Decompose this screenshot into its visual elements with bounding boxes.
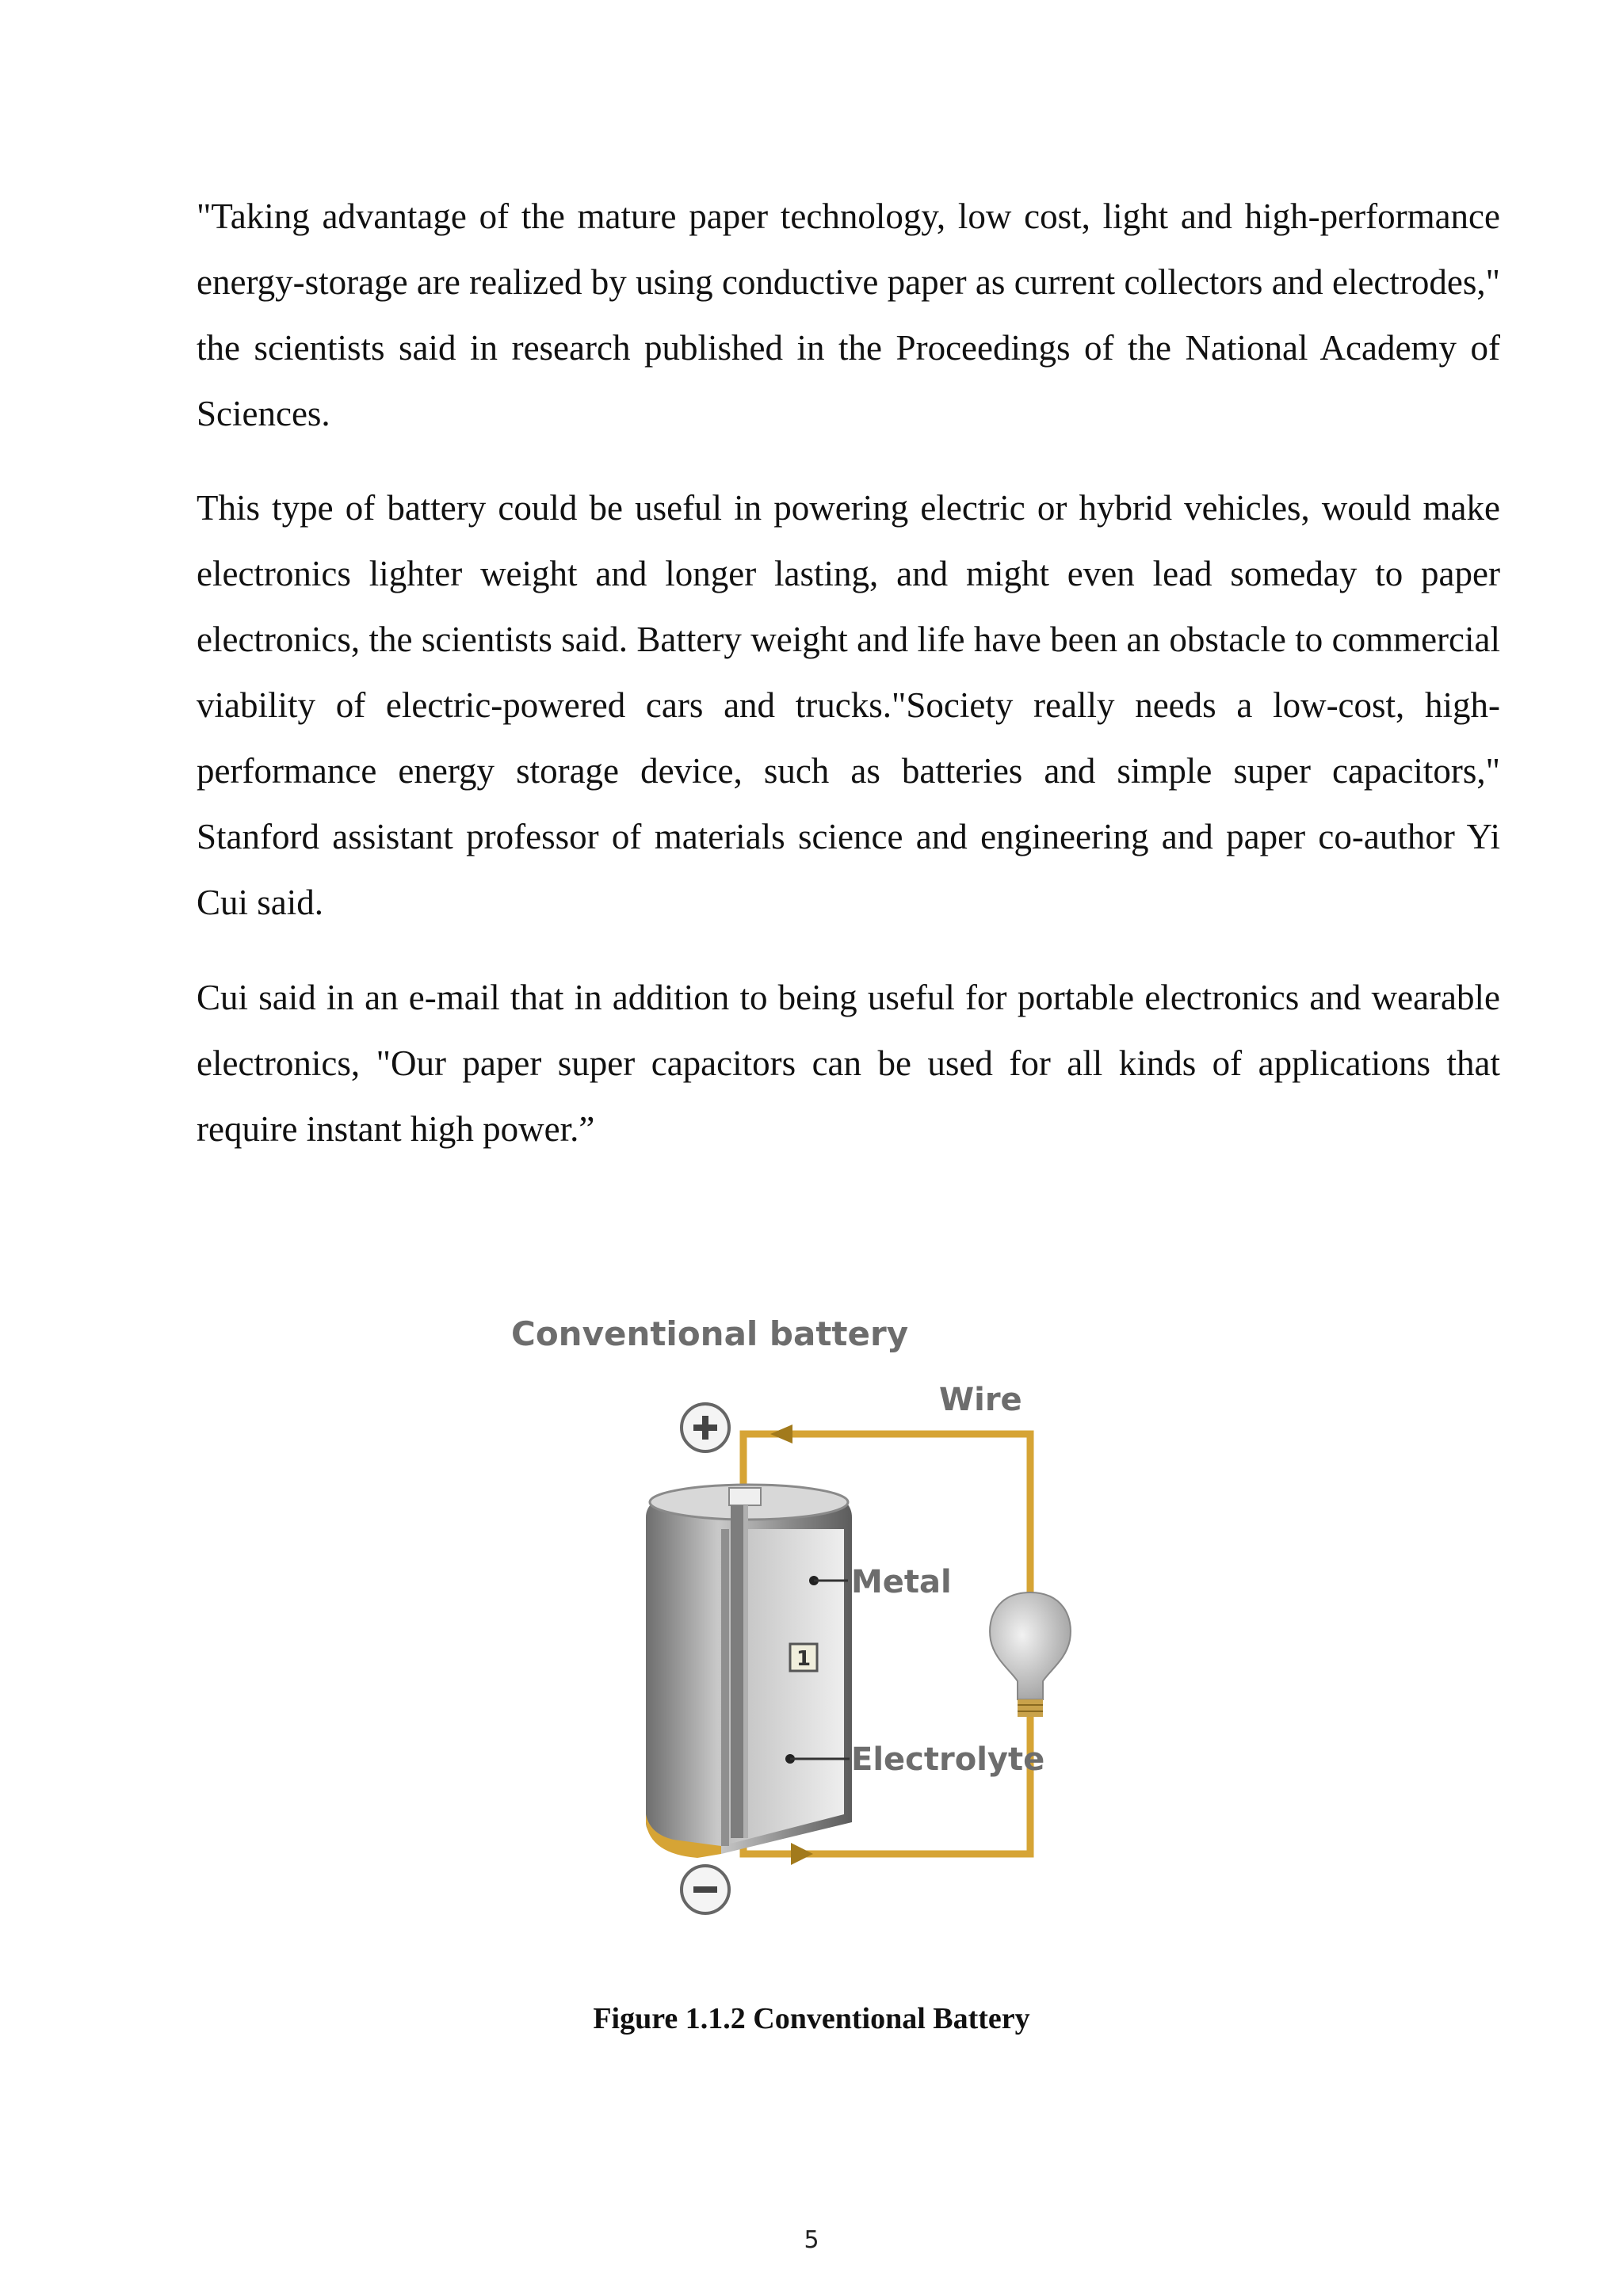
figure-caption: Figure 1.1.2 Conventional Battery <box>593 2002 1030 2035</box>
wire-arrow-bottom <box>791 1843 813 1865</box>
battery-cell <box>646 1485 852 1858</box>
metal-label: Metal <box>851 1564 952 1600</box>
paragraph-3: Cui said in an e-mail that in addition to being useful for portable electronics and wearable electronics, "Our paper super capacitors can be used for all kinds of applications that require instant high power.” <box>197 978 1500 1149</box>
paragraph-1: "Taking advantage of the mature paper technology, low cost, light and high-performance energy-storage are realized by using conductive paper as current collectors and electrodes," the scientists said in research published in the Proceedings of the National Academy of Sciences. <box>197 196 1500 433</box>
cell-number-text: 1 <box>796 1647 812 1671</box>
light-bulb-icon <box>990 1592 1071 1717</box>
electrolyte-label: Electrolyte <box>851 1741 1045 1778</box>
paragraph-2: This type of battery could be useful in powering electric or hybrid vehicles, would make electronics lighter weight and longer lasting, and might even lead someday to paper electronics, the scientists said. Battery weight and life have been an obstacle to commercial viability of electric-powered cars and trucks."Society really needs a low-cost, high-performance energy storage device, such as batteries and simple super capacitors," Stanford assistant professor of materials science and engineering and paper co-author Yi Cui said. <box>197 488 1500 922</box>
wire-label: Wire <box>939 1382 1022 1418</box>
cell-number-badge <box>790 1644 817 1671</box>
wire-arrow-top <box>770 1425 792 1444</box>
page-number: 5 <box>804 2226 819 2254</box>
plus-terminal-icon <box>682 1404 729 1451</box>
minus-terminal-icon <box>682 1866 729 1913</box>
figure-title: Conventional battery <box>511 1314 909 1353</box>
battery-figure <box>491 1299 1094 1949</box>
